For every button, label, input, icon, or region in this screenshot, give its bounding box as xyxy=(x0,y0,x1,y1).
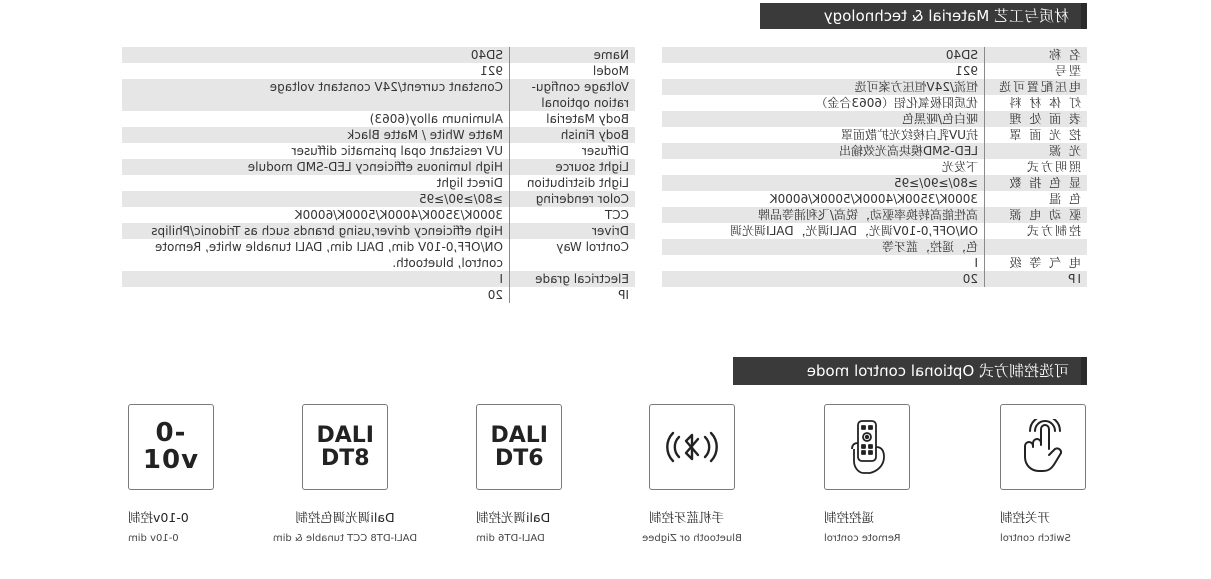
header-accent-bar xyxy=(1081,357,1087,385)
spec-row xyxy=(122,143,635,159)
spec-row xyxy=(662,271,1087,287)
spec-row xyxy=(122,271,635,287)
spec-value: 抗UV乳白棱纹光扩散面罩 xyxy=(841,128,978,142)
spec-row xyxy=(662,79,1087,95)
spec-label: 驱 动 电 源 xyxy=(984,207,1087,223)
spec-value: SD40 xyxy=(470,48,503,62)
spec-row xyxy=(122,111,635,127)
spec-value: 哑白色/哑黑色 xyxy=(901,112,978,126)
spec-value: 下发光 xyxy=(941,160,978,174)
spec-value: ≥80/≥90/≥95 xyxy=(893,176,978,190)
spec-row xyxy=(122,175,635,191)
spec-label: CCT xyxy=(509,207,635,223)
spec-row xyxy=(122,79,635,111)
spec-row xyxy=(662,63,1087,79)
spec-label: Control Way xyxy=(509,239,635,271)
spec-label: 色 温 xyxy=(984,191,1087,207)
spec-label: IP xyxy=(984,271,1087,287)
spec-label: 名 称 xyxy=(984,47,1087,63)
spec-value: High luminous efficiency LED-SMD module xyxy=(247,160,503,174)
spec-value: Constant current/24V constant voltage xyxy=(269,80,503,94)
remote-hand-icon xyxy=(824,404,910,490)
control-label-en: Remote control xyxy=(824,533,901,544)
spec-label: 挖 光 面 罩 xyxy=(984,127,1087,143)
spec-value: 恒流/24V恒压方案可选 xyxy=(854,80,978,94)
spec-label: Color rendering xyxy=(509,191,635,207)
spec-row xyxy=(662,175,1087,191)
spec-row xyxy=(122,47,635,63)
spec-label: 灯 体 材 料 xyxy=(984,95,1087,111)
spec-table-chinese xyxy=(662,47,1087,287)
hand-tap-icon xyxy=(1000,404,1086,490)
spec-row xyxy=(662,47,1087,63)
spec-row xyxy=(662,111,1087,127)
control-label-cn: 遥控控制 xyxy=(824,510,875,525)
spec-row xyxy=(122,127,635,143)
spec-label: Light source xyxy=(509,159,635,175)
spec-label: 表 面 处 理 xyxy=(984,111,1087,127)
spec-value: ≥80/≥90/≥95 xyxy=(418,192,503,206)
control-label-en: Bluetooth or Zigbee xyxy=(642,533,742,544)
spec-row xyxy=(122,207,635,223)
material-section-title: 材质与工艺 Material & technology xyxy=(760,3,1081,29)
control-label-cn: 0-10v控制 xyxy=(128,510,189,525)
spec-value: 3000K/3500K/4000K/5000K/6000K xyxy=(769,192,978,206)
spec-label: 型号 xyxy=(984,63,1087,79)
spec-row xyxy=(662,223,1087,239)
bluetooth-icon xyxy=(649,404,735,490)
spec-label: 电 气 等 级 xyxy=(984,255,1087,271)
spec-row xyxy=(662,127,1087,143)
spec-value: High efficiency driver,using brands such as Tridonic/Philips xyxy=(151,224,503,238)
spec-label: 电压配置可选 xyxy=(984,79,1087,95)
spec-value: 20 xyxy=(962,272,978,286)
spec-row xyxy=(662,239,1087,255)
control-tile-0-10v xyxy=(128,404,214,545)
control-label-en: Switch control xyxy=(1000,533,1071,544)
spec-row xyxy=(662,159,1087,175)
spec-label: Driver xyxy=(509,223,635,239)
control-tile-bluetooth xyxy=(642,404,742,545)
spec-table-english xyxy=(122,47,635,303)
spec-value: Direct light xyxy=(436,176,503,190)
spec-label: IP xyxy=(509,287,635,303)
header-accent-bar xyxy=(1081,3,1087,29)
control-label-en: DALI-DT6 dim xyxy=(476,533,545,544)
spec-label: Diffuser xyxy=(509,143,635,159)
spec-label: Light distribution xyxy=(509,175,635,191)
spec-label: 光 源 xyxy=(984,143,1087,159)
spec-value: ON/OFF,0-10V调光，DALI调光，DALI调光调 xyxy=(730,224,978,238)
spec-row xyxy=(122,191,635,207)
spec-value: 色，遥控，蓝牙等 xyxy=(881,240,978,254)
spec-label: Body Finish xyxy=(509,127,635,143)
spec-label: Model xyxy=(509,63,635,79)
spec-value: Aluminum alloy(6063) xyxy=(369,112,503,126)
spec-value: I xyxy=(499,272,503,286)
spec-value: 20 xyxy=(487,288,503,302)
control-label-en: DALI-DT8 CCT tunable & dim xyxy=(272,533,418,544)
spec-label: Electrical grade xyxy=(509,271,635,287)
control-label-cn: 手机蓝牙控制 xyxy=(649,510,725,525)
material-section-header xyxy=(760,3,1087,29)
spec-value: Matte White / Matte Black xyxy=(347,128,503,142)
spec-row xyxy=(122,239,635,271)
spec-label: 控制方式 xyxy=(984,223,1087,239)
dali-dt6-badge-text: DALI DT6 xyxy=(490,422,548,471)
0-10v-badge-text: 0-10v xyxy=(142,417,200,475)
spec-value: 921 xyxy=(480,64,503,78)
control-section-header xyxy=(733,357,1087,385)
dali-dt6-badge-icon xyxy=(476,404,562,490)
spec-label: Body Material xyxy=(509,111,635,127)
spec-row xyxy=(662,255,1087,271)
spec-row xyxy=(662,207,1087,223)
control-label-en: 0-10v dim xyxy=(128,533,179,544)
spec-value: LED-SMD模块高光效输出 xyxy=(838,144,978,158)
spec-value: 高性能高转换率驱动，锐高/飞利浦等品牌 xyxy=(757,208,978,222)
control-section-title: 可选控制方式 Optional control mode xyxy=(733,357,1081,385)
spec-row xyxy=(662,191,1087,207)
control-tile-dali-dt6 xyxy=(476,404,562,545)
spec-value: 921 xyxy=(955,64,978,78)
control-tile-dali-dt8 xyxy=(272,404,418,545)
spec-row xyxy=(122,287,635,303)
spec-row xyxy=(662,95,1087,111)
control-tile-remote xyxy=(824,404,910,545)
spec-label: Voltage configu- ration optional xyxy=(509,79,635,111)
spec-value: SD40 xyxy=(945,48,978,62)
spec-value: I xyxy=(974,256,978,270)
spec-row xyxy=(122,159,635,175)
spec-value: 3000K/3500K/4000K/5000K/6000K xyxy=(294,208,503,222)
spec-value: UV resistant opal prismatic diffuser xyxy=(291,144,503,158)
spec-row xyxy=(662,143,1087,159)
spec-value: ON/OFF,0-10V dim, DALI dim, DALI tunable white, Remote control, bluetooth. xyxy=(154,240,503,270)
dali-dt8-badge-text: DALI DT8 xyxy=(316,422,374,471)
spec-label: Name xyxy=(509,47,635,63)
0-10v-badge-icon xyxy=(128,404,214,490)
spec-label: 照明方式 xyxy=(984,159,1087,175)
dali-dt8-badge-icon xyxy=(302,404,388,490)
control-label-cn: 开关控制 xyxy=(1000,510,1051,525)
spec-label: 显 色 指 数 xyxy=(984,175,1087,191)
spec-row xyxy=(122,223,635,239)
spec-value: 优质阳极氧化铝（6063合金） xyxy=(815,96,978,110)
spec-label xyxy=(984,239,1087,255)
spec-row xyxy=(122,63,635,79)
control-tile-switch xyxy=(1000,404,1086,545)
control-label-cn: Dali调光控制 xyxy=(476,510,551,525)
control-label-cn: Dali调光调色控制 xyxy=(295,510,395,525)
